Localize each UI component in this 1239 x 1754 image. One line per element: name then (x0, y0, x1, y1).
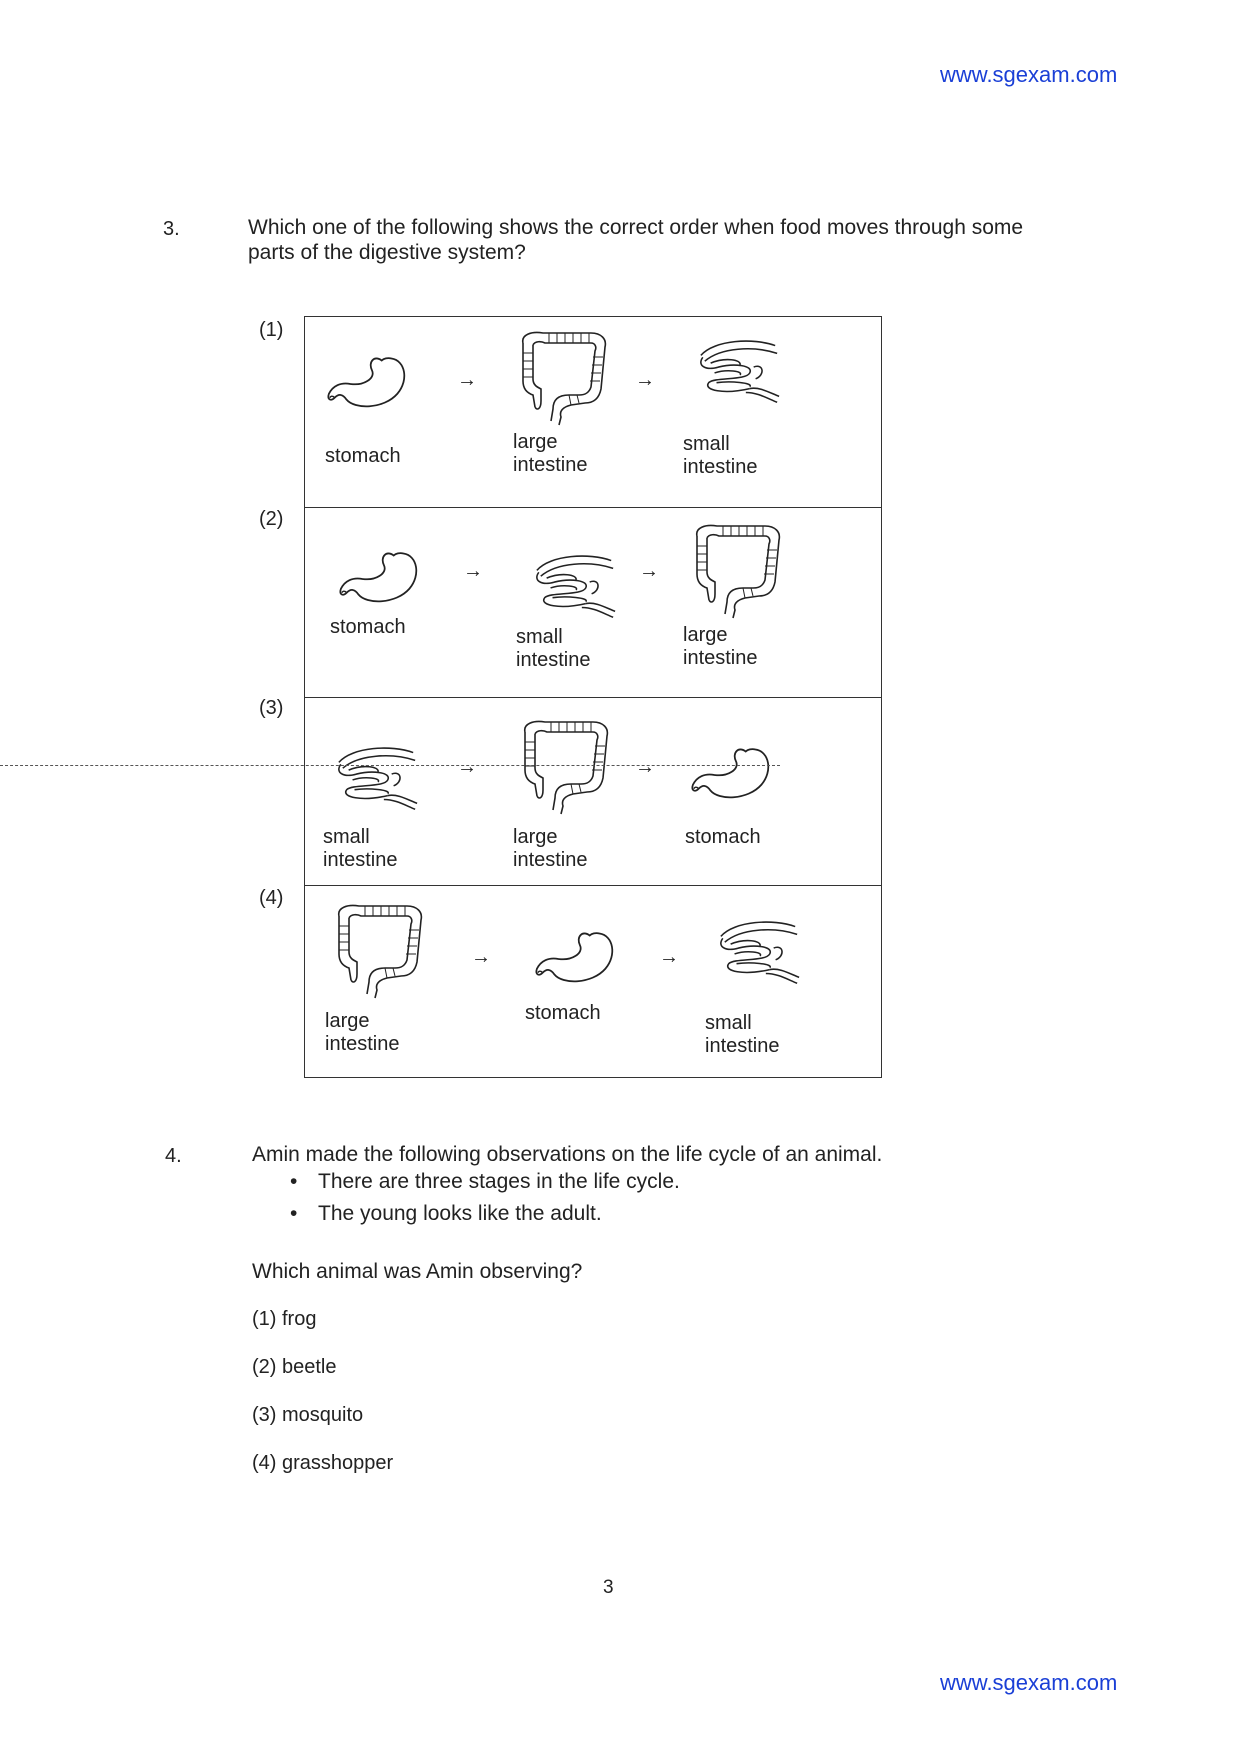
small-intestine-drawing (333, 742, 421, 812)
arrow-icon: → (471, 946, 491, 968)
question-4-number: 4. (165, 1145, 182, 1167)
option-2-part-2-label: small intestine (516, 626, 591, 671)
stomach-drawing (689, 742, 777, 804)
option-3-part-3-label: stomach (685, 826, 761, 848)
option-2-part-1-label: stomach (330, 616, 406, 638)
option-4-part-2-label: stomach (525, 1002, 601, 1024)
small-intestine-drawing (531, 550, 619, 620)
option-3-part-1-label: small intestine (323, 826, 398, 871)
option-3-part-2-label: large intestine (513, 826, 588, 871)
question-4-bullet-1: • There are three stages in the life cycle. (318, 1170, 680, 1194)
header-website-link[interactable]: www.sgexam.com (940, 62, 1118, 87)
option-1-label: (1) (259, 319, 284, 341)
option-4-part-3-label: small intestine (705, 1012, 780, 1057)
arrow-icon: → (457, 756, 477, 778)
question-4-choice-1: (1) frog (252, 1308, 317, 1330)
large-intestine-drawing (329, 902, 429, 1002)
option-4-panel (305, 885, 881, 1077)
small-intestine-drawing (715, 916, 803, 986)
stomach-drawing (337, 546, 425, 608)
large-intestine-drawing (513, 329, 613, 429)
question-4-prompt: Which animal was Amin observing? (252, 1260, 583, 1283)
option-2-part-3-label: large intestine (683, 624, 758, 669)
option-4-label: (4) (259, 887, 284, 909)
arrow-icon: → (659, 946, 679, 968)
stomach-drawing (533, 926, 621, 988)
arrow-icon: → (635, 369, 655, 391)
option-3-label: (3) (259, 697, 284, 719)
option-3-panel (305, 697, 881, 885)
large-intestine-drawing (515, 718, 615, 818)
question-4-choice-4: (4) grasshopper (252, 1452, 394, 1474)
digestive-order-diagram (304, 316, 882, 1078)
question-3-number: 3. (163, 218, 180, 240)
question-3-text-line-2: parts of the digestive system? (248, 241, 526, 264)
question-4-bullet-2: • The young looks like the adult. (318, 1202, 602, 1226)
arrow-icon: → (639, 560, 659, 582)
option-2-panel (305, 507, 881, 697)
option-1-panel (305, 317, 881, 507)
arrow-icon: → (457, 369, 477, 391)
arrow-icon: → (463, 560, 483, 582)
option-2-label: (2) (259, 508, 284, 530)
option-1-part-2-label: large intestine (513, 431, 588, 476)
footer-website-link[interactable]: www.sgexam.com (940, 1670, 1118, 1695)
option-1-part-1-label: stomach (325, 445, 401, 467)
stomach-drawing (325, 351, 413, 413)
question-4-text: Amin made the following observations on the life cycle of an animal. (252, 1143, 883, 1166)
option-1-part-3-label: small intestine (683, 433, 758, 478)
arrow-icon: → (635, 756, 655, 778)
page-number: 3 (603, 1577, 614, 1598)
option-4-part-1-label: large intestine (325, 1010, 400, 1055)
fold-line (0, 765, 780, 766)
question-4-choice-3: (3) mosquito (252, 1404, 364, 1426)
question-4-choice-2: (2) beetle (252, 1356, 337, 1378)
large-intestine-drawing (687, 522, 787, 622)
small-intestine-drawing (695, 335, 783, 405)
question-3-text-line-1: Which one of the following shows the correct order when food moves through some (248, 216, 1024, 239)
